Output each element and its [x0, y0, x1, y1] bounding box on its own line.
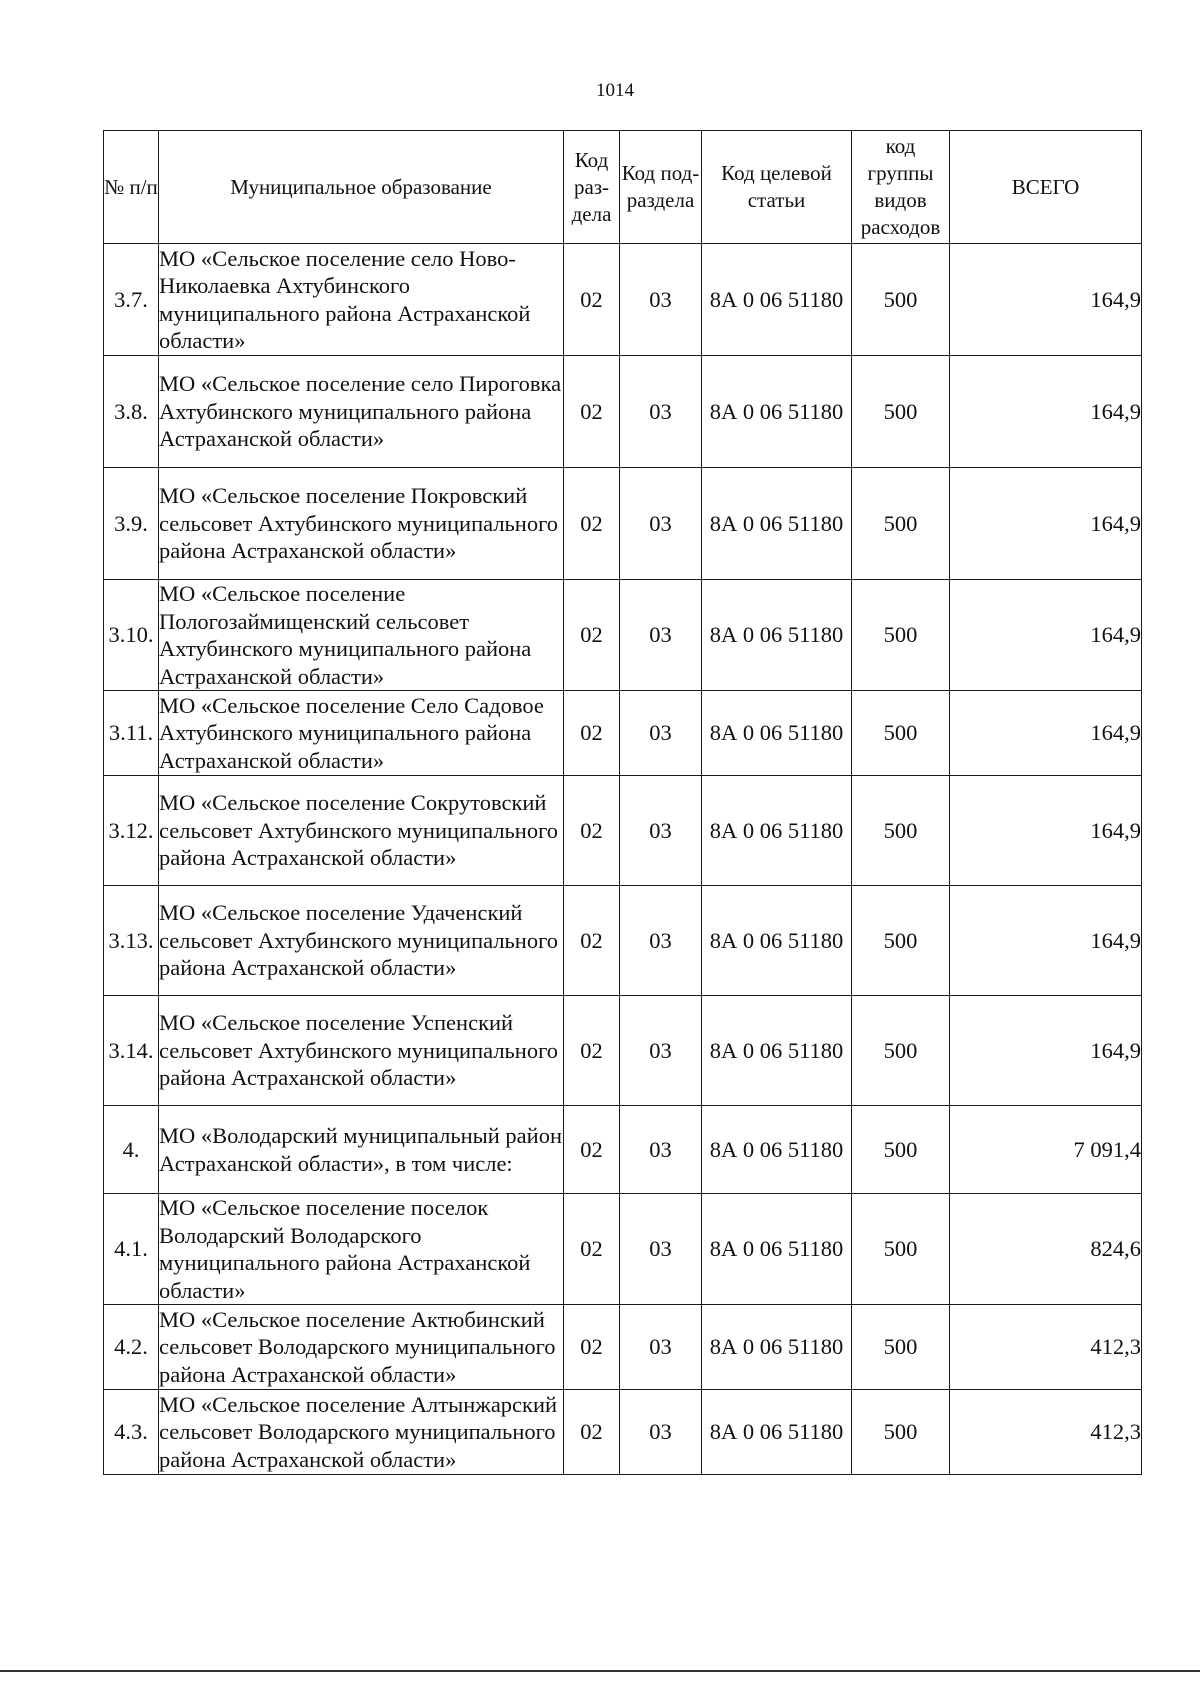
table-row [104, 1305, 1142, 1390]
table-row [104, 244, 1142, 356]
municipality-name: МО «Сельское поселение Успенский сельсовет Ахтубинского муниципального района Астраханской области» [159, 996, 564, 1106]
total-amount: 412,3 [950, 1305, 1142, 1390]
municipality-name: МО «Володарский муниципальный район Астраханской области», в том числе: [159, 1106, 564, 1194]
section-code: 02 [564, 776, 620, 886]
expense-group-code: 500 [852, 356, 950, 468]
header-subsection-code: Код под-раздела [620, 131, 702, 244]
table-row [104, 580, 1142, 691]
target-article-code: 8А 0 06 51180 [702, 1305, 852, 1390]
target-article-code: 8А 0 06 51180 [702, 1390, 852, 1475]
total-amount: 164,9 [950, 580, 1142, 691]
row-number: 3.10. [104, 580, 159, 691]
section-code: 02 [564, 1305, 620, 1390]
section-code: 02 [564, 691, 620, 776]
total-amount: 7 091,4 [950, 1106, 1142, 1194]
table-row [104, 1194, 1142, 1305]
target-article-code: 8А 0 06 51180 [702, 356, 852, 468]
total-amount: 824,6 [950, 1194, 1142, 1305]
section-code: 02 [564, 1106, 620, 1194]
target-article-code: 8А 0 06 51180 [702, 244, 852, 356]
header-target-article-code: Код целевой статьи [702, 131, 852, 244]
section-code: 02 [564, 1194, 620, 1305]
expense-group-code: 500 [852, 244, 950, 356]
expense-group-code: 500 [852, 1194, 950, 1305]
municipality-name: МО «Сельское поселение Актюбинский сельсовет Володарского муниципального района Астраханской области» [159, 1305, 564, 1390]
target-article-code: 8А 0 06 51180 [702, 1106, 852, 1194]
subsection-code: 03 [620, 580, 702, 691]
subsection-code: 03 [620, 468, 702, 580]
row-number: 3.12. [104, 776, 159, 886]
header-total: ВСЕГО [950, 131, 1142, 244]
table-row [104, 468, 1142, 580]
header-expense-group-code: код группы видов расходов [852, 131, 950, 244]
municipality-name: МО «Сельское поселение Село Садовое Ахтубинского муниципального района Астраханской области» [159, 691, 564, 776]
municipality-name: МО «Сельское поселение Сокрутовский сельсовет Ахтубинского муниципального района Астраханской области» [159, 776, 564, 886]
table-row [104, 776, 1142, 886]
table-row [104, 691, 1142, 776]
section-code: 02 [564, 580, 620, 691]
total-amount: 164,9 [950, 886, 1142, 996]
total-amount: 164,9 [950, 356, 1142, 468]
header-municipality: Муниципальное образование [159, 131, 564, 244]
table-row [104, 996, 1142, 1106]
subsection-code: 03 [620, 1194, 702, 1305]
budget-allocation-table [103, 130, 1142, 1475]
row-number: 3.14. [104, 996, 159, 1106]
section-code: 02 [564, 886, 620, 996]
table-row [104, 356, 1142, 468]
municipality-name: МО «Сельское поселение поселок Володарский Володарского муниципального района Астраханской области» [159, 1194, 564, 1305]
table-row [104, 1390, 1142, 1475]
subsection-code: 03 [620, 886, 702, 996]
expense-group-code: 500 [852, 886, 950, 996]
target-article-code: 8А 0 06 51180 [702, 580, 852, 691]
subsection-code: 03 [620, 1305, 702, 1390]
subsection-code: 03 [620, 1390, 702, 1475]
expense-group-code: 500 [852, 691, 950, 776]
row-number: 4.2. [104, 1305, 159, 1390]
section-code: 02 [564, 244, 620, 356]
section-code: 02 [564, 996, 620, 1106]
subsection-code: 03 [620, 244, 702, 356]
target-article-code: 8А 0 06 51180 [702, 776, 852, 886]
subsection-code: 03 [620, 691, 702, 776]
subsection-code: 03 [620, 1106, 702, 1194]
subsection-code: 03 [620, 996, 702, 1106]
municipality-name: МО «Сельское поселение Алтынжарский сельсовет Володарского муниципального района Астраханской области» [159, 1390, 564, 1475]
total-amount: 164,9 [950, 244, 1142, 356]
municipality-name: МО «Сельское поселение Пологозаймищенский сельсовет Ахтубинского муниципального района Астраханской области» [159, 580, 564, 691]
target-article-code: 8А 0 06 51180 [702, 468, 852, 580]
table-row [104, 1106, 1142, 1194]
municipality-name: МО «Сельское поселение Удаченский сельсовет Ахтубинского муниципального района Астраханской области» [159, 886, 564, 996]
expense-group-code: 500 [852, 1106, 950, 1194]
target-article-code: 8А 0 06 51180 [702, 1194, 852, 1305]
total-amount: 164,9 [950, 468, 1142, 580]
row-number: 3.11. [104, 691, 159, 776]
section-code: 02 [564, 356, 620, 468]
target-article-code: 8А 0 06 51180 [702, 996, 852, 1106]
municipality-name: МО «Сельское поселение Покровский сельсовет Ахтубинского муниципального района Астраханской области» [159, 468, 564, 580]
table-row [104, 886, 1142, 996]
total-amount: 412,3 [950, 1390, 1142, 1475]
total-amount: 164,9 [950, 691, 1142, 776]
subsection-code: 03 [620, 356, 702, 468]
section-code: 02 [564, 1390, 620, 1475]
row-number: 3.7. [104, 244, 159, 356]
expense-group-code: 500 [852, 776, 950, 886]
target-article-code: 8А 0 06 51180 [702, 886, 852, 996]
header-row-number: № п/п [104, 131, 159, 244]
expense-group-code: 500 [852, 1305, 950, 1390]
expense-group-code: 500 [852, 1390, 950, 1475]
section-code: 02 [564, 468, 620, 580]
row-number: 4. [104, 1106, 159, 1194]
row-number: 3.9. [104, 468, 159, 580]
expense-group-code: 500 [852, 996, 950, 1106]
row-number: 3.13. [104, 886, 159, 996]
row-number: 4.1. [104, 1194, 159, 1305]
row-number: 4.3. [104, 1390, 159, 1475]
total-amount: 164,9 [950, 776, 1142, 886]
page-bottom-rule [0, 1670, 1200, 1672]
target-article-code: 8А 0 06 51180 [702, 691, 852, 776]
row-number: 3.8. [104, 356, 159, 468]
municipality-name: МО «Сельское поселение село Пироговка Ахтубинского муниципального района Астраханской области» [159, 356, 564, 468]
subsection-code: 03 [620, 776, 702, 886]
page-number: 1014 [596, 80, 634, 101]
table-header-row [104, 131, 1142, 244]
expense-group-code: 500 [852, 580, 950, 691]
expense-group-code: 500 [852, 468, 950, 580]
total-amount: 164,9 [950, 996, 1142, 1106]
header-section-code: Код раз-дела [564, 131, 620, 244]
municipality-name: МО «Сельское поселение село Ново-Николаевка Ахтубинского муниципального района Астраханской области» [159, 244, 564, 356]
